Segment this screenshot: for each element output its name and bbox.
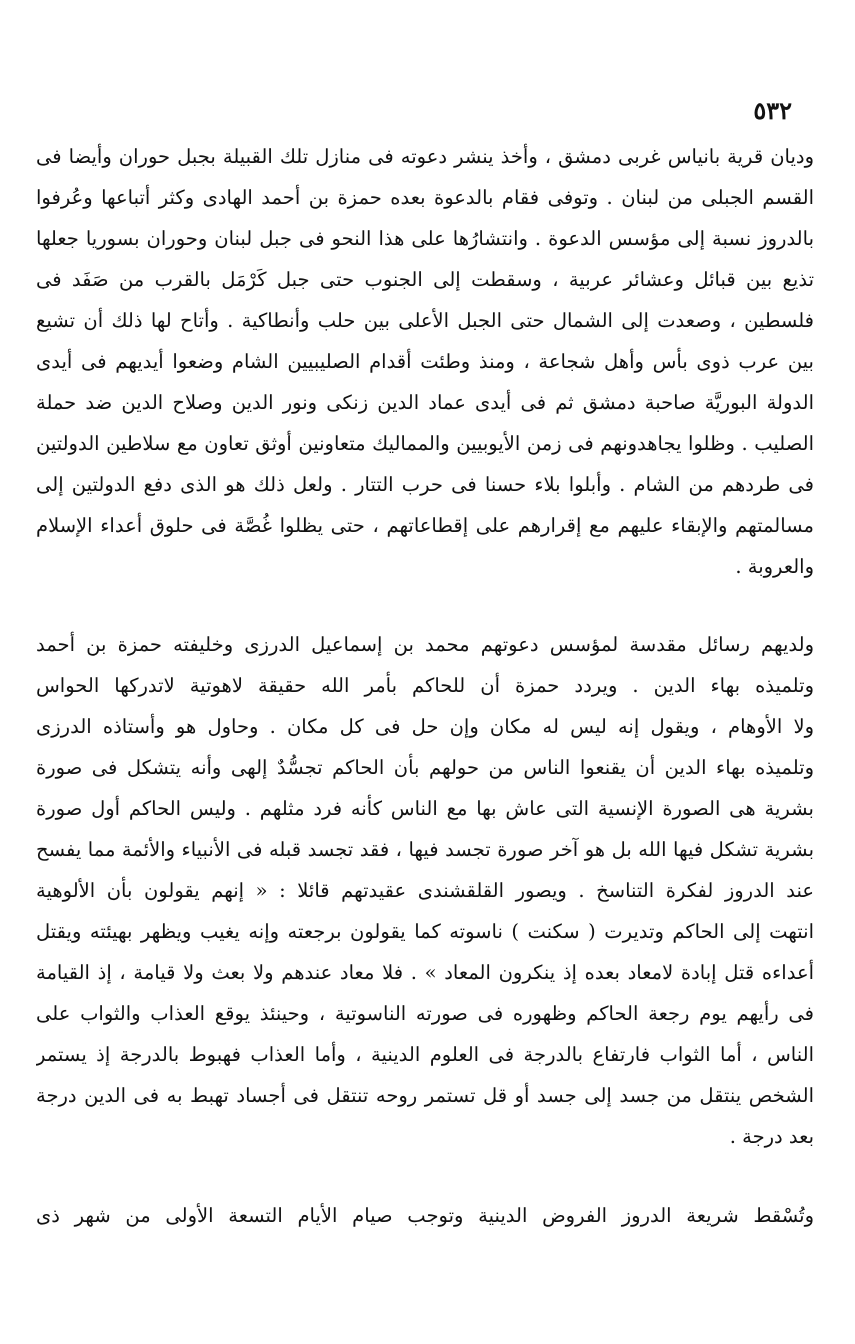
text-line: انتهت إلى الحاكم وتديرت ( سكنت ) ناسوته كما يقولون برجعته وإنه يغيب ويظهر بهيئته ويقتل <box>36 920 814 943</box>
text-line: الصليب . وظلوا يجاهدونهم فى زمن الأيوبيين والمماليك متعاونين أوثق تعاون مع سلاطين الدولتين <box>36 432 814 455</box>
text-line: القسم الجبلى من لبنان . وتوفى فقام بالدعوة بعده حمزة بن أحمد الهادى وكثر أتباعها وعُرفوا <box>36 186 814 209</box>
text-line: عند الدروز لفكرة التناسخ . ويصور القلقشندى عقيدتهم قائلا : « إنهم يقولون بأن الألوهية <box>36 879 814 902</box>
text-line: فلسطين ، وصعدت إلى الشمال حتى الجبل الأعلى بين حلب وأنطاكية . وأتاح لها ذلك أن تشيع <box>36 309 814 332</box>
text-line: فى طردهم من الشام . وأبلوا بلاء حسنا فى حرب التتار . ولعل ذلك هو الذى دفع الدولتين إلى <box>36 473 814 496</box>
paragraph-3 <box>36 1195 814 1236</box>
text-line: ولا الأوهام ، ويقول إنه ليس له مكان وإن حل فى كل مكان . وحاول هو وأستاذه الدرزى <box>36 715 814 738</box>
text-line: بشرية هى الصورة الإنسية التى عاش بها مع الناس كأنه فرد مثلهم . وليس الحاكم أول صورة <box>36 797 814 820</box>
text-line: مسالمتهم والإبقاء عليهم مع إقرارهم على إقطاعاتهم ، حتى يظلوا غُصَّة فى حلوق أعداء الإسلام <box>36 514 814 537</box>
text-line: وتلميذه بهاء الدين أن يقنعوا الناس من حولهم بأن الحاكم تجسُّدٌ إلهى وأنه يتشكل فى صورة <box>36 756 814 779</box>
text-line: تذيع بين قبائل وعشائر عربية ، وسقطت إلى الجنوب حتى جبل كَرْمَل بالقرب من صَفَد فى <box>36 268 814 291</box>
text-line: ولديهم رسائل مقدسة لمؤسس دعوتهم محمد بن إسماعيل الدرزى وخليفته حمزة بن أحمد <box>36 633 814 656</box>
text-line: الناس ، أما الثواب فارتفاع بالدرجة فى العلوم الدينية ، وأما العذاب فهبوط بالدرجة إذ يستمر <box>36 1043 814 1066</box>
text-line: وديان قرية بانياس غربى دمشق ، وأخذ ينشر دعوته فى منازل تلك القبيلة بجبل حوران وأيضا فى <box>36 145 814 168</box>
text-line: بشرية تشكل فيها الله بل هو آخر صورة تجسد فيها ، فقد تجسد قبله فى الأنبياء والأئمة مما يفسح <box>36 838 814 861</box>
text-line: والعروبة . <box>735 555 814 578</box>
text-line: الشخص ينتقل من جسد إلى جسد أو قل تستمر روحه تنتقل فى أجساد تهبط به فى الدين درجة <box>36 1084 814 1107</box>
text-line: بعد درجة . <box>729 1125 814 1148</box>
paragraph-2 <box>36 624 814 1157</box>
paragraph-1 <box>36 136 814 587</box>
text-line: الدولة البوريَّة صاحبة دمشق ثم فى أيدى عماد الدين زنكى ونور الدين وصلاح الدين ضد حملة <box>36 391 814 414</box>
page-number: ٥٣٢ <box>753 96 792 125</box>
text-line: فى رأيهم يوم رجعة الحاكم وظهوره فى صورته الناسوتية ، وحينئذ يوقع العذاب والثواب على <box>36 1002 814 1025</box>
text-line: وتلميذه بهاء الدين . ويردد حمزة أن للحاكم بأمر الله حقيقة لاهوتية لاتدركها الحواس <box>36 674 814 697</box>
text-line: وتُسْقط شريعة الدروز الفروض الدينية وتوجب صيام الأيام التسعة الأولى من شهر ذى <box>36 1204 814 1227</box>
text-line: بين عرب ذوى بأس وأهل شجاعة ، ومنذ وطئت أقدام الصليبيين الشام وضعوا أيديهم فى أيدى <box>36 350 814 373</box>
text-line: أعداءه قتل إبادة لامعاد بعده إذ ينكرون المعاد » . فلا معاد عندهم ولا بعث ولا قيامة ، إذ القيامة <box>36 961 814 984</box>
text-line: بالدروز نسبة إلى مؤسس الدعوة . وانتشارُها على هذا النحو فى جبل لبنان وحوران بسوريا جعلها <box>36 227 814 250</box>
